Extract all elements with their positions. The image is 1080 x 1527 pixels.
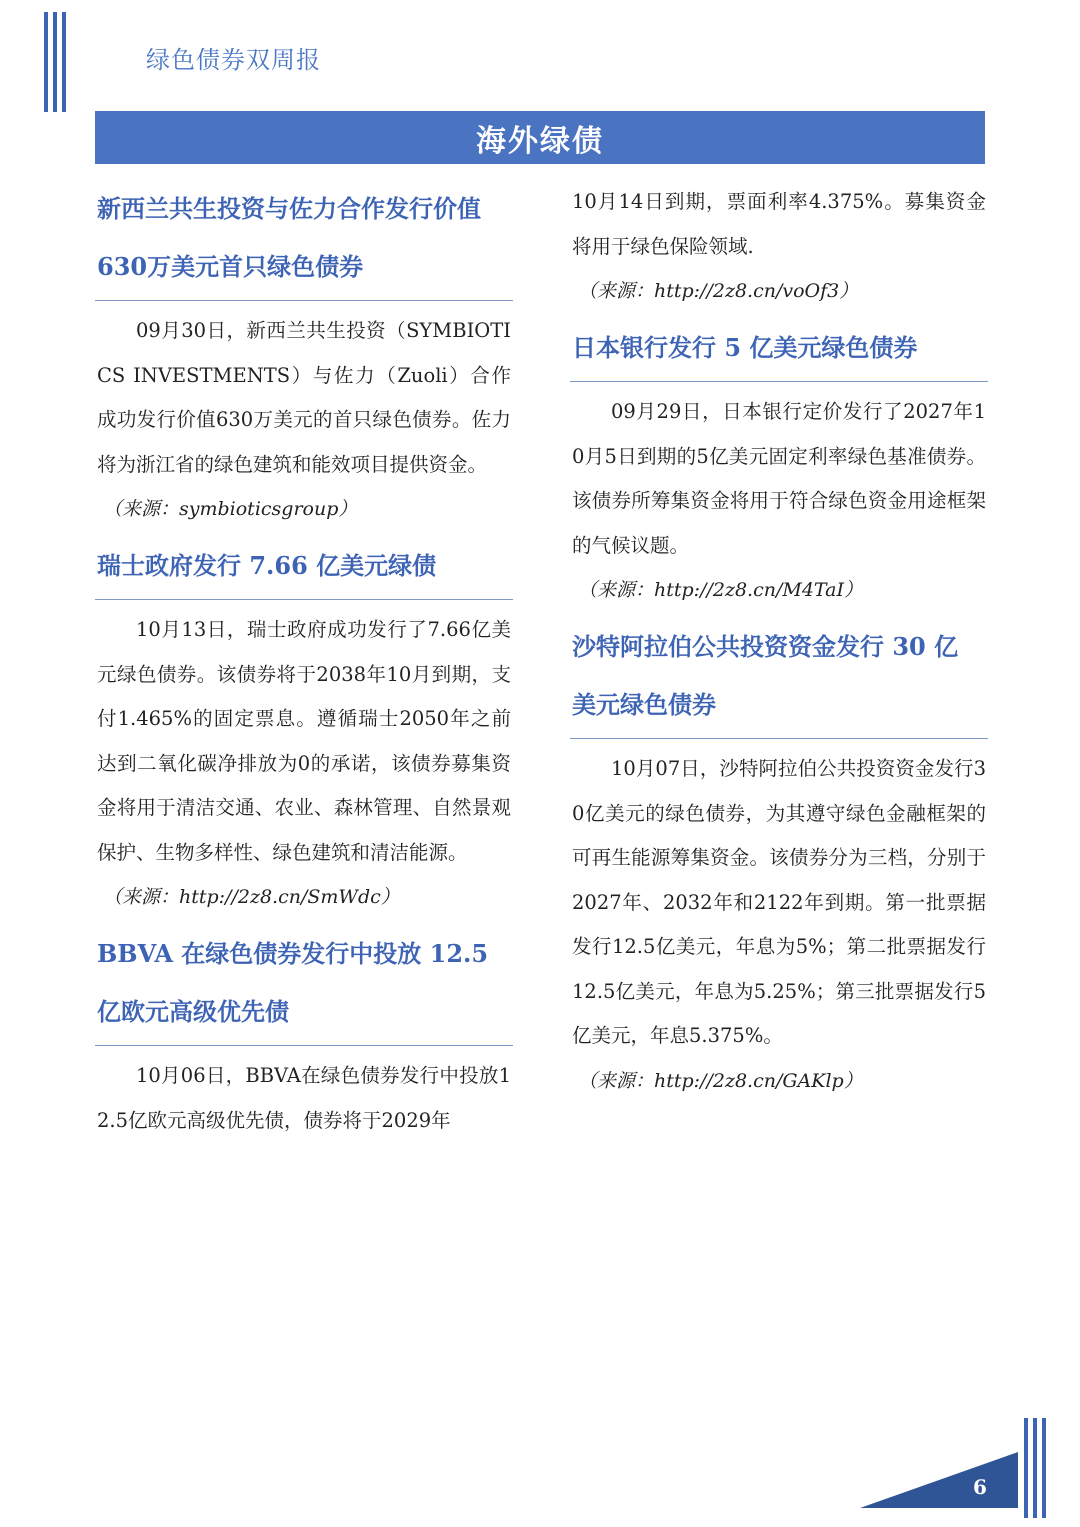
article-source-swiss-bond: （来源：http://2z8.cn/SmWdc） (103, 886, 400, 908)
article-title-japan-bank-bond: 日本银行发行 5 亿美元绿色债券 (572, 333, 918, 362)
article-body-saudi-pif-bond: 10月07日，沙特阿拉伯公共投资资金发行30亿美元的绿色债券，为其遵守绿色金融框架的可再生能源筹集资金。该债券分为三档，分别于2027年、2032年和2122年到期。第一批票据发行12.5亿美元，年息为5%；第二批票据发行12.5亿美元，年息为5.25%；第三批票据发行5亿美元，年息5.375%。 (572, 757, 986, 1047)
section-banner: 海外绿债 (95, 111, 985, 164)
article-title-nz-bond: 新西兰共生投资与佐力合作发行价值630万美元首只绿色债券 (97, 194, 481, 281)
title-divider (95, 300, 513, 301)
article-source-bbva-bond: （来源：http://2z8.cn/voOf3） (578, 280, 859, 302)
article-body-bbva-bond-continued: 10月14日到期，票面利率4.375%。募集资金将用于绿色保险领域. (572, 190, 986, 258)
decorative-bars-bottom-right (1024, 1418, 1046, 1518)
title-divider (95, 1045, 513, 1046)
title-divider (95, 599, 513, 600)
title-divider (570, 381, 988, 382)
article-body-bbva-bond: 10月06日，BBVA在绿色债券发行中投放12.5亿欧元高级优先债，债券将于2029年 (97, 1064, 511, 1132)
article-title-swiss-bond: 瑞士政府发行 7.66 亿美元绿债 (97, 551, 437, 580)
article-source-nz-bond: （来源：symbioticsgroup） (103, 498, 358, 520)
running-title: 绿色债券双周报 (146, 46, 321, 74)
left-column (97, 180, 511, 1143)
decorative-bars-top-left (44, 12, 66, 112)
title-divider (570, 738, 988, 739)
article-title-bbva-bond: BBVA 在绿色债券发行中投放 12.5 亿欧元高级优先债 (97, 939, 489, 1026)
page-number: 6 (973, 1475, 987, 1499)
article-source-saudi-pif-bond: （来源：http://2z8.cn/GAKlp） (578, 1069, 863, 1092)
article-title-saudi-pif-bond: 沙特阿拉伯公共投资资金发行 30 亿美元绿色债券 (572, 632, 959, 719)
article-source-japan-bank-bond: （来源：http://2z8.cn/M4TaI） (578, 579, 863, 601)
right-column (572, 180, 986, 1109)
article-body-nz-bond: 09月30日，新西兰共生投资（SYMBIOTICS INVESTMENTS）与佐力（Zuoli）合作成功发行价值630万美元的首只绿色债券。佐力将为浙江省的绿色建筑和能效项目提供资金。 (97, 319, 511, 476)
article-body-japan-bank-bond: 09月29日，日本银行定价发行了2027年10月5日到期的5亿美元固定利率绿色基准债券。该债券所筹集资金将用于符合绿色资金用途框架的气候议题。 (572, 400, 986, 557)
article-body-swiss-bond: 10月13日，瑞士政府成功发行了7.66亿美元绿色债券。该债券将于2038年10月到期，支付1.465%的固定票息。遵循瑞士2050年之前达到二氧化碳净排放为0的承诺，该债券募集资金将用于清洁交通、农业、森林管理、自然景观保护、生物多样性、绿色建筑和清洁能源。 (97, 618, 511, 864)
footer-triangle (860, 1452, 1018, 1508)
